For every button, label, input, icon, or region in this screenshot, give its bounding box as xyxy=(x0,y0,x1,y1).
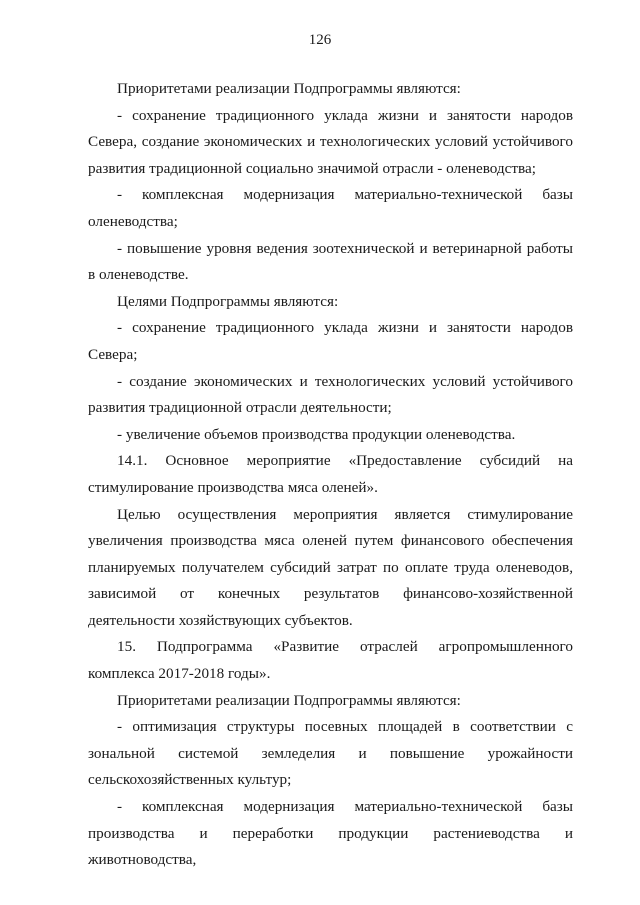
paragraph-goals-heading: Целями Подпрограммы являются: xyxy=(117,292,339,310)
paragraph-measure-purpose: Целью осуществления мероприятия является стимулирование увеличения производства мяса оленей путем финансового обеспечения планируемых получателем субсидий затрат по оплате труда оленеводов, зависимой от конечных результатов финансово-хозяйственной деятельности хозяйствующих субъектов. xyxy=(88,505,573,629)
paragraph-goal-3: - увеличение объемов производства продукции оленеводства. xyxy=(117,425,516,443)
paragraph-subprogram-15: 15. Подпрограмма «Развитие отраслей агропромышленного комплекса 2017-2018 годы». xyxy=(88,638,573,683)
paragraph-priorities-heading: Приоритетами реализации Подпрограммы являются: xyxy=(117,80,461,97)
paragraph-priority-1: - сохранение традиционного уклада жизни и занятости народов Севера, создание экономических и технологических условий устойчивого развития традиционной социально значимой отрасли - оленеводства; xyxy=(88,106,573,177)
paragraph-goal-1: - сохранение традиционного уклада жизни и занятости народов Севера; xyxy=(88,319,573,363)
paragraph-measure-14-1: 14.1. Основное мероприятие «Предоставление субсидий на стимулирование производства мяса оленей». xyxy=(88,452,573,496)
paragraph-priority-3: - повышение уровня ведения зоотехнической и ветеринарной работы в оленеводстве. xyxy=(88,239,573,284)
paragraph-priority-crops: - оптимизация структуры посевных площадей в соответствии с зональной системой земледелия и повышение урожайности сельскохозяйственных культур; xyxy=(88,718,573,789)
paragraph-goal-2: - создание экономических и технологических условий устойчивого развития традиционной отрасли деятельности; xyxy=(88,372,573,417)
paragraph-priorities-heading-2: Приоритетами реализации Подпрограммы являются: xyxy=(117,691,461,709)
paragraph-priority-modernization: - комплексная модернизация материально-технической базы производства и переработки продукции растениеводства и животноводства, xyxy=(88,798,573,869)
page-number: 126 xyxy=(308,32,332,48)
document-body xyxy=(88,76,573,874)
paragraph-priority-2: - комплексная модернизация материально-технической базы оленеводства; xyxy=(88,186,573,230)
